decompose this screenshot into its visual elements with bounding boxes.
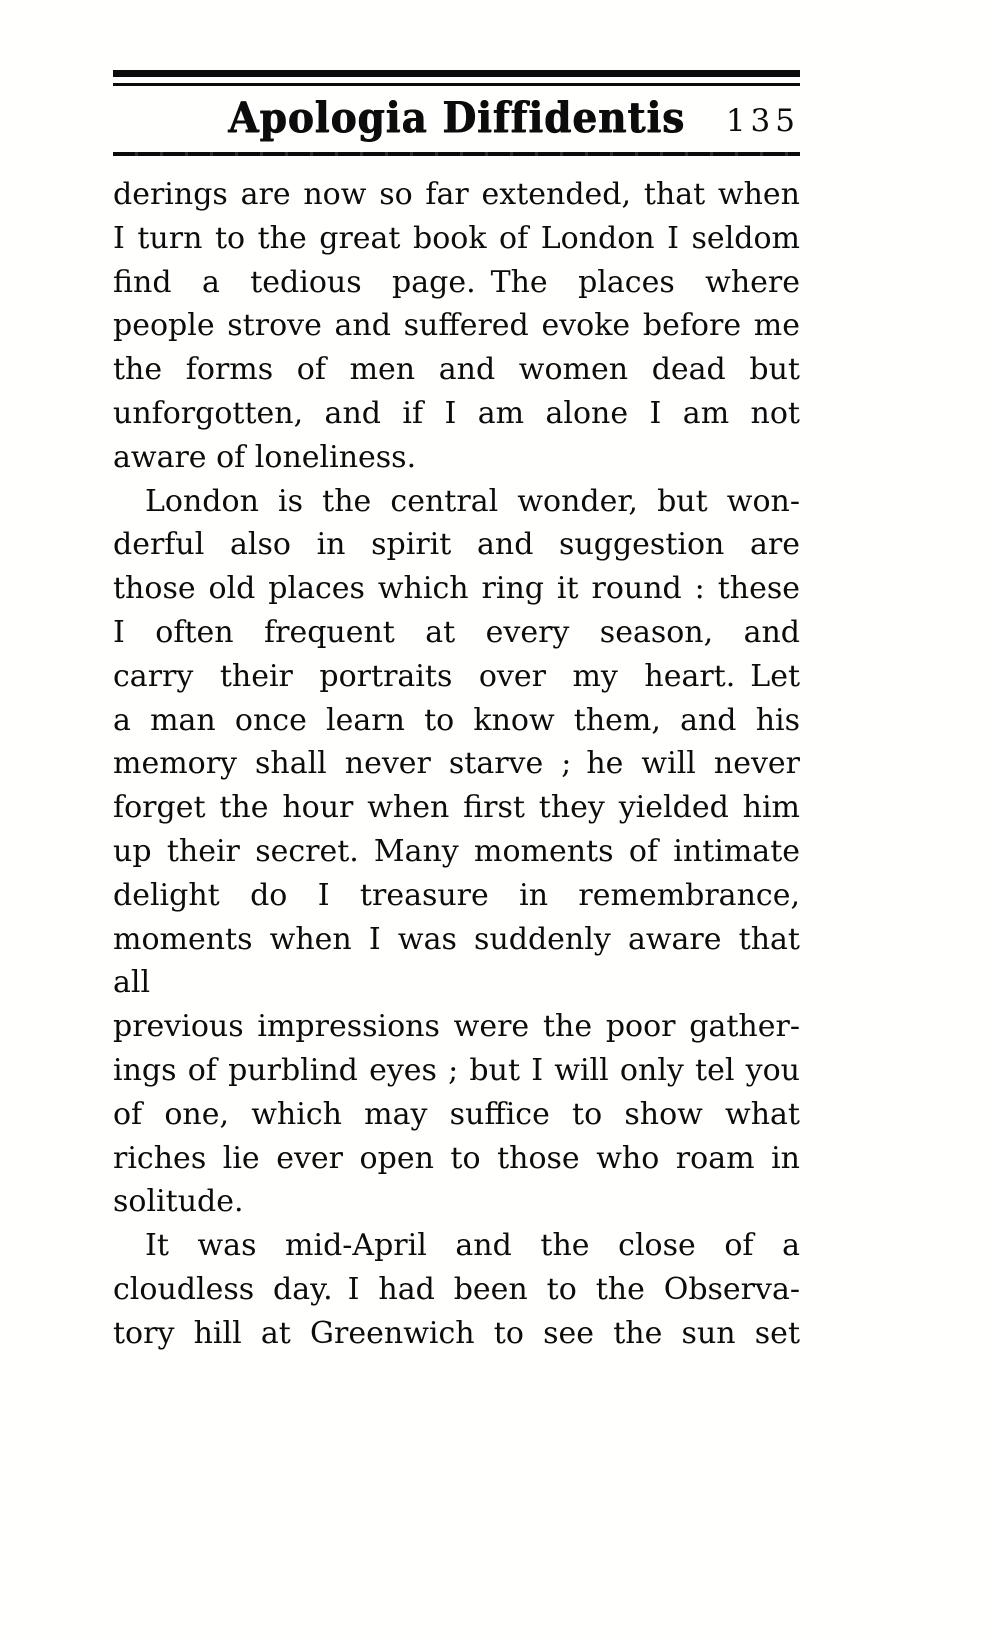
text-line: the forms of men and women dead but [113, 352, 800, 388]
text-line: London is the central wonder, but won- [145, 483, 800, 519]
text-line: ings of purblind eyes ; but I will only tel you [113, 1052, 800, 1088]
text-line: of one, which may suffice to show what [113, 1096, 800, 1132]
text-line: riches lie ever open to those who roam in [113, 1140, 800, 1176]
text-line: I turn to the great book of London I seldom [113, 220, 800, 256]
page-number: 135 [725, 103, 800, 139]
text-line: people strove and suffered evoke before me [113, 308, 800, 344]
top-rule-thin [113, 83, 800, 86]
body-text [113, 173, 800, 1356]
text-line: I often frequent at every season, and [113, 614, 800, 650]
text-line: carry their portraits over my heart. Let [113, 658, 800, 694]
top-rule-thick [113, 70, 800, 77]
text-line: find a tedious page. The places where [113, 264, 800, 300]
text-line: those old places which ring it round : these [113, 571, 800, 607]
text-line: forget the hour when first they yielded him [113, 790, 800, 826]
text-line: delight do I treasure in remembrance, [113, 877, 800, 913]
text-line: aware of loneliness. [113, 439, 417, 475]
text-line: previous impressions were the poor gather- [113, 1009, 800, 1045]
text-line: It was mid-April and the close of a [145, 1228, 800, 1264]
text-line: derings are now so far extended, that when [113, 177, 800, 212]
running-head [113, 92, 800, 148]
header-rule [113, 152, 800, 156]
text-line: solitude. [113, 1184, 244, 1220]
text-line: memory shall never starve ; he will never [113, 746, 800, 782]
text-line: derful also in spirit and suggestion are [113, 527, 800, 563]
text-line: a man once learn to know them, and his [113, 702, 800, 738]
text-line: tory hill at Greenwich to see the sun set [113, 1315, 800, 1351]
text-line: unforgotten, and if I am alone I am not [113, 395, 800, 431]
chapter-title: Apologia Diffidentis [228, 93, 685, 142]
text-line: up their secret. Many moments of intimate [113, 833, 800, 869]
text-line: moments when I was suddenly aware that all [113, 921, 800, 1001]
text-line: cloudless day. I had been to the Observa- [113, 1271, 800, 1307]
